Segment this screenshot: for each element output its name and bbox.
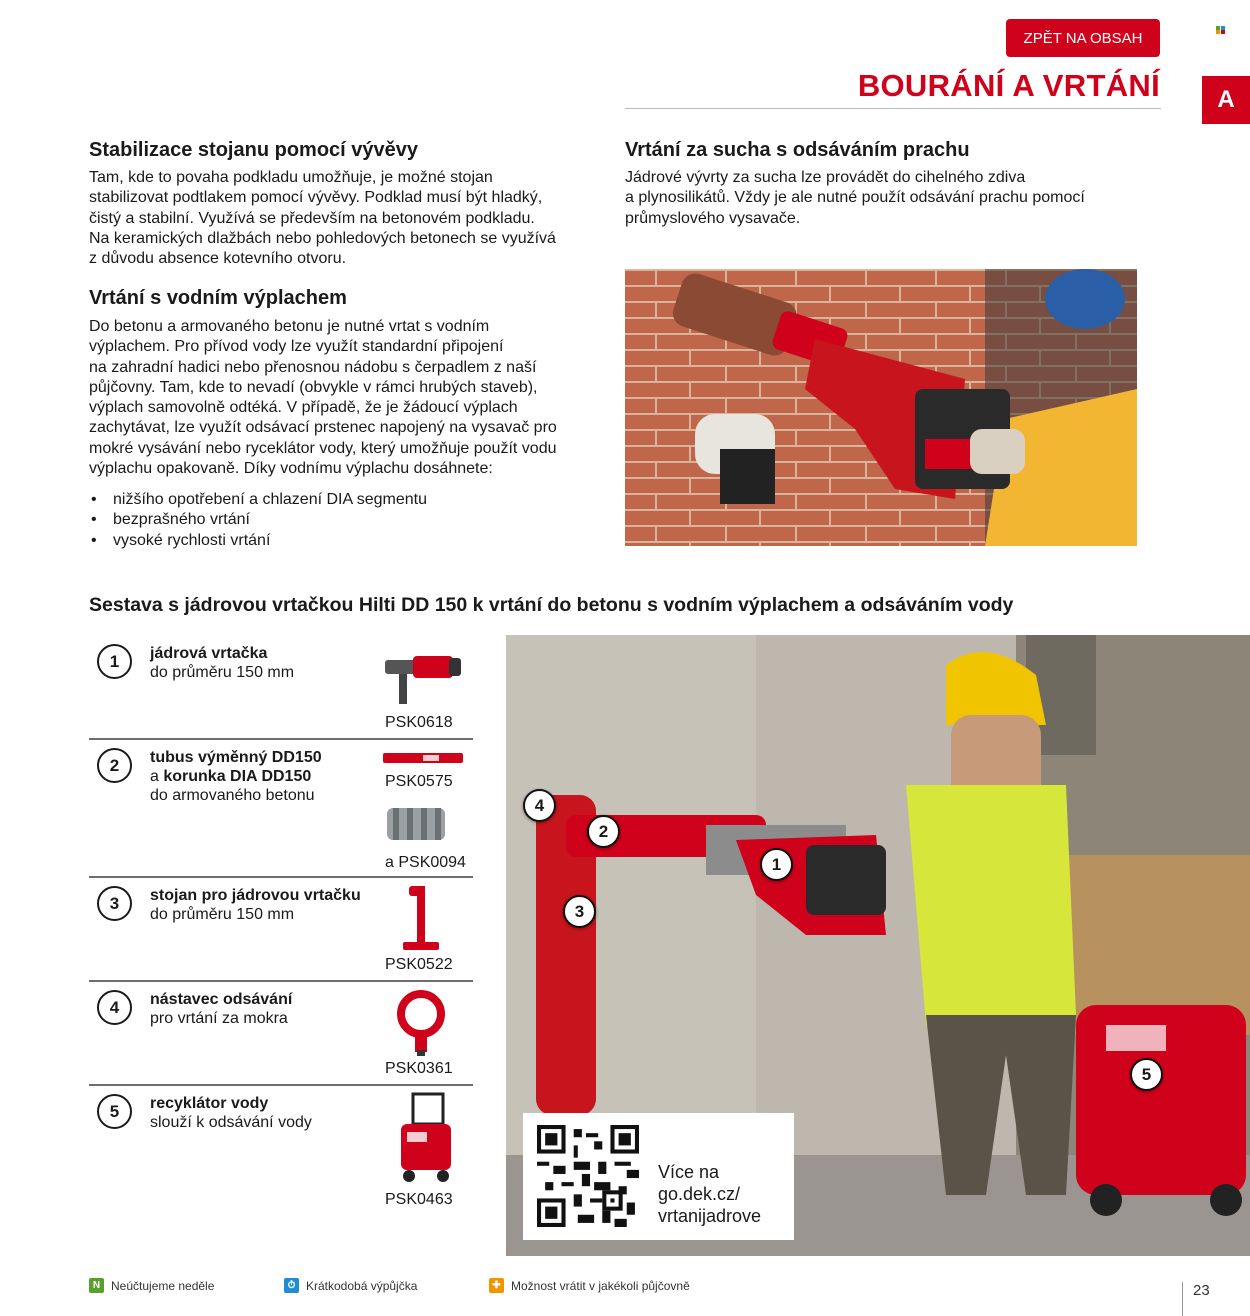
kit-title: Sestava s jádrovou vrtačkou Hilti DD 150 k vrtání do betonu s vodním výplachem a odsáváním vody xyxy=(89,594,1014,616)
page-number: 23 xyxy=(1193,1282,1210,1299)
product-code: PSK0618 xyxy=(385,714,453,731)
page-number-divider xyxy=(1182,1282,1183,1316)
product-code: a PSK0094 xyxy=(385,854,466,871)
item-name: nástavec odsávání xyxy=(150,991,293,1008)
footer-short-term: ⏱ Krátkodobá výpůjčka xyxy=(284,1278,417,1293)
paragraph-wet-drilling: Do betonu a armovaného betonu je nutné vrtat s vodním výplachem. Pro přívod vody lze využít standardní připojení na zahradní hadici nebo přenosnou nádobu s čerpadlem z naší půjčovny. Tam, kde to nevadí (obvykle v rámci hrubých staveb), výplach samovolně odtéká. V případě, že je žádoucí výplach zachytávat, lze využít odsávací prstenec napojený na vysavač pro mokré vysávání nebo ryceklátor vody, který umožňuje použít vodu výplachu opakovaně. Díky vodnímu výplachu dosáhnete: xyxy=(89,318,557,478)
kit-item-5 xyxy=(89,1086,473,1216)
water-collector-thumb xyxy=(395,988,447,1058)
heading-vacuum-stabilization: Stabilizace stojanu pomocí vývěvy xyxy=(89,139,419,161)
return-arrows-icon: ✚ xyxy=(489,1278,504,1293)
item-name: recyklátor vody xyxy=(150,1095,269,1112)
item-description: pro vrtání za mokra xyxy=(150,1010,288,1027)
photo-marker-5: 5 xyxy=(1130,1058,1163,1091)
list-item: • vysoké rychlosti vrtání xyxy=(89,531,427,551)
qr-link-text[interactable]: Více na go.dek.cz/ vrtanijadrove xyxy=(658,1162,762,1226)
benefits-list xyxy=(89,490,427,551)
item-number: 2 xyxy=(97,748,132,783)
paragraph-dry-drilling: Jádrové vývrty za sucha lze provádět do cihelného zdiva a plynosilikátů. Vždy je ale nutné použít odsávání prachu pomocí průmyslového vysavače. xyxy=(625,169,1085,227)
qr-link-box[interactable] xyxy=(523,1113,794,1240)
title-divider xyxy=(625,108,1161,109)
footer-return-anywhere: ✚ Možnost vrátit v jakékoli půjčovně xyxy=(489,1278,690,1293)
kit-item-2 xyxy=(89,740,473,878)
product-code: PSK0522 xyxy=(385,956,453,973)
item-description: do průměru 150 mm xyxy=(150,906,295,923)
kit-item-4 xyxy=(89,982,473,1086)
list-item: • bezprašného vrtání xyxy=(89,510,427,530)
corner-mark-icon xyxy=(1216,26,1226,34)
diamond-core-bit-thumb xyxy=(383,802,449,846)
dry-drilling-photo xyxy=(625,269,1137,546)
section-title: BOURÁNÍ A VRTÁNÍ xyxy=(857,68,1160,103)
photo-marker-2: 2 xyxy=(587,815,620,848)
list-item: • nižšího opotřebení a chlazení DIA segmentu xyxy=(89,490,427,510)
item-name: stojan pro jádrovou vrtačku xyxy=(150,887,361,904)
item-name: tubus výměnný DD150 xyxy=(150,749,322,766)
back-to-contents-button[interactable]: ZPĚT NA OBSAH xyxy=(1006,19,1160,57)
item-number: 4 xyxy=(97,990,132,1025)
item-number: 5 xyxy=(97,1094,132,1129)
item-name-secondary: a korunka DIA DD150 xyxy=(150,768,312,785)
photo-marker-4: 4 xyxy=(523,789,556,822)
item-description: do armovaného betonu xyxy=(150,787,315,804)
photo-marker-3: 3 xyxy=(563,895,596,928)
item-number: 3 xyxy=(97,886,132,921)
kit-item-1 xyxy=(89,636,473,740)
heading-dry-drilling: Vrtání za sucha s odsáváním prachu xyxy=(625,139,970,161)
heading-wet-drilling: Vrtání s vodním výplachem xyxy=(89,287,347,309)
product-code: PSK0575 xyxy=(385,773,453,790)
clock-icon: ⏱ xyxy=(284,1278,299,1293)
n-badge-icon: N xyxy=(89,1278,104,1293)
qr-code-icon[interactable] xyxy=(537,1125,639,1227)
drill-stand-thumb xyxy=(401,884,441,954)
kit-item-3 xyxy=(89,878,473,982)
paragraph-vacuum-stabilization: Tam, kde to povaha podkladu umožňuje, je možné stojan stabilizovat podtlakem pomocí vývěvy. Podklad musí být hladký, čistý a stabilní. Využívá se především na betonovém podkladu. Na keramických dlažbách nebo pohledových betonech se využívá z důvodu absence kotevního otvoru. xyxy=(89,169,556,268)
item-name: jádrová vrtačka xyxy=(150,645,268,662)
extension-tube-thumb xyxy=(383,750,463,766)
water-recycler-thumb xyxy=(393,1092,457,1184)
photo-marker-1: 1 xyxy=(760,848,793,881)
item-description: do průměru 150 mm xyxy=(150,664,295,681)
product-code: PSK0361 xyxy=(385,1060,453,1077)
footer-no-sundays: N Neúčtujeme neděle xyxy=(89,1278,214,1293)
item-number: 1 xyxy=(97,644,132,679)
chapter-tab[interactable]: A xyxy=(1202,76,1250,124)
product-code: PSK0463 xyxy=(385,1191,453,1208)
core-drill-thumb xyxy=(383,646,463,708)
item-description: slouží k odsávání vody xyxy=(150,1114,312,1131)
